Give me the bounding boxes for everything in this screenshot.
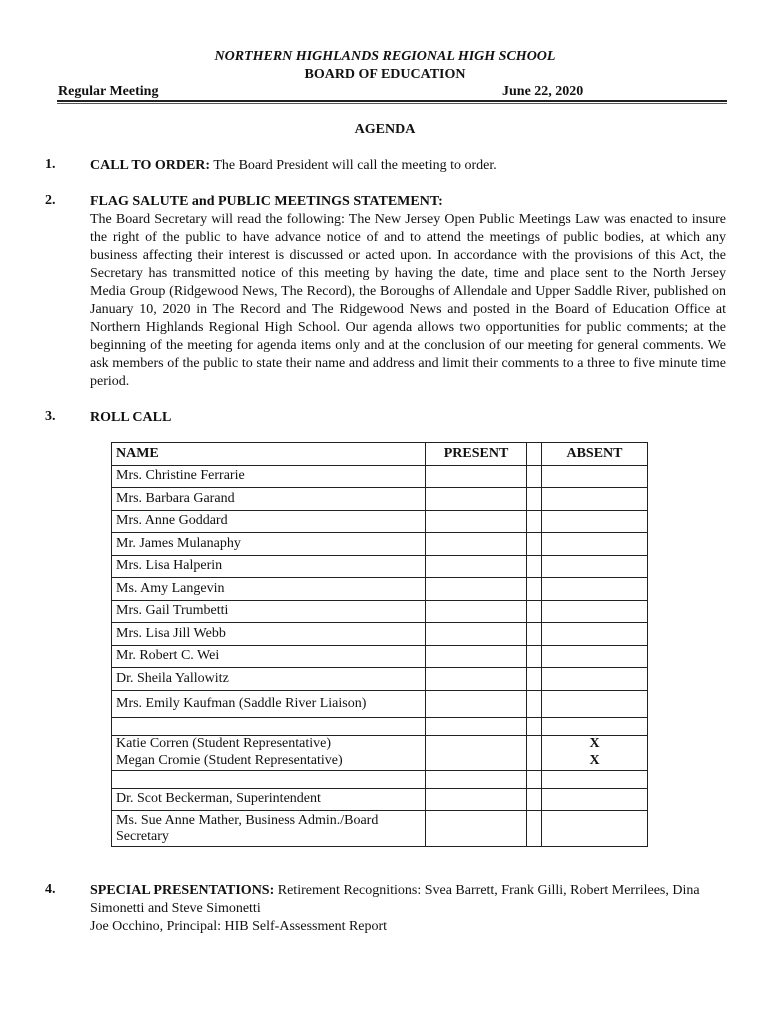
table-row [112,623,648,646]
table-row [112,578,648,601]
table-row [112,533,648,556]
table-row [112,753,648,771]
roll-call-table [111,442,648,847]
spacer-cell [527,623,542,646]
spacer-cell [527,668,542,691]
blank-cell [112,770,426,788]
member-name: Mrs. Emily Kaufman (Saddle River Liaison) [112,690,426,717]
table-row [112,735,648,753]
header-rule [57,100,727,104]
member-name: Mrs. Christine Ferrarie [112,465,426,488]
member-name: Mrs. Gail Trumbetti [112,600,426,623]
table-row-blank [112,770,648,788]
agenda-item-flag-salute [90,193,726,391]
spacer-cell [527,533,542,556]
agenda-item-roll-call [90,409,726,427]
absent-header: ABSENT [542,443,648,466]
present-cell [426,717,527,735]
spacer-cell [527,811,542,847]
table-header-row [112,443,648,466]
table-row [112,510,648,533]
absent-cell [542,645,648,668]
absent-cell [542,668,648,691]
table-row [112,645,648,668]
spacer-cell [527,753,542,771]
spacer-cell [527,770,542,788]
member-name: Mrs. Lisa Jill Webb [112,623,426,646]
spacer-cell [527,465,542,488]
absent-cell [542,510,648,533]
present-cell [426,788,527,811]
item-heading: CALL TO ORDER: [90,158,211,173]
present-cell [426,555,527,578]
item-text: The Board Secretary will read the following: The New Jersey Open Public Meetings Law was enacted to insure the right of the public to have advance notice of and to attend the meetings of public bodies, at which any business affecting their interest is discussed or acted upon. In accordance with the provisions of this Act, the Secretary has transmitted notice of this meeting by having the date, time and place sent to the North Jersey Media Group (Ridgewood News, The Record), the Boroughs of Allendale and Upper Saddle River, published on January 10, 2020 in The Record and The Ridgewood News and posted in the Board of Education Office at Northern Highlands Regional High School. Our agenda allows two opportunities for public comments; at the beginning of the meeting for agenda items only and at the conclusion of our meeting for general comments. We ask members of the public to state their name and address and limit their comments to a three to five minute time period. [90,212,726,389]
spacer-cell [527,645,542,668]
absent-cell [542,788,648,811]
item-number: 3. [45,409,56,424]
absent-mark: X [542,753,648,771]
present-cell [426,578,527,601]
present-cell [426,811,527,847]
item-number: 2. [45,193,56,208]
spacer-cell [527,690,542,717]
present-cell [426,770,527,788]
table-row-blank [112,717,648,735]
table-row [112,811,648,847]
student-name: Katie Corren (Student Representative) [112,735,426,753]
school-name: NORTHERN HIGHLANDS REGIONAL HIGH SCHOOL [214,49,556,64]
student-name: Megan Cromie (Student Representative) [112,753,426,771]
member-name: Mr. James Mulanaphy [112,533,426,556]
present-cell [426,533,527,556]
present-cell [426,623,527,646]
absent-cell [542,600,648,623]
spacer-cell [527,578,542,601]
spacer-cell [527,510,542,533]
item-heading: FLAG SALUTE and PUBLIC MEETINGS STATEMENT: [90,194,443,209]
absent-cell [542,690,648,717]
present-cell [426,753,527,771]
agenda-item-call-to-order [90,157,726,175]
staff-name: Dr. Scot Beckerman, Superintendent [112,788,426,811]
item-text: The Board President will call the meeting to order. [210,158,497,173]
table-row [112,555,648,578]
present-cell [426,735,527,753]
meeting-type: Regular Meeting [58,84,159,99]
member-name: Mrs. Barbara Garand [112,488,426,511]
staff-name: Ms. Sue Anne Mather, Business Admin./Board Secretary [112,811,426,847]
absent-cell [542,811,648,847]
spacer-cell [527,717,542,735]
table-row [112,488,648,511]
present-cell [426,645,527,668]
absent-cell [542,555,648,578]
table-row [112,465,648,488]
item-number: 1. [45,157,56,172]
spacer-cell [527,555,542,578]
table-row [112,600,648,623]
absent-cell [542,578,648,601]
table-row [112,690,648,717]
spacer-cell [527,443,542,466]
absent-cell [542,623,648,646]
table-row [112,788,648,811]
blank-cell [112,717,426,735]
table-row [112,668,648,691]
present-cell [426,488,527,511]
absent-cell [542,717,648,735]
spacer-cell [527,788,542,811]
item-number: 4. [45,882,56,897]
meeting-date: June 22, 2020 [502,84,584,99]
present-header: PRESENT [426,443,527,466]
agenda-title: AGENDA [354,122,416,137]
item-heading: ROLL CALL [90,410,172,425]
name-header: NAME [112,443,426,466]
board-name: BOARD OF EDUCATION [304,67,466,82]
agenda-item-special-presentations [90,882,726,936]
absent-cell [542,533,648,556]
absent-cell [542,465,648,488]
item-text: Retirement Recognitions: Svea Barrett, Frank Gilli, Robert Merrilees, Dina Simonetti and Steve Simonetti [90,883,700,916]
present-cell [426,510,527,533]
member-name: Dr. Sheila Yallowitz [112,668,426,691]
member-name: Mrs. Lisa Halperin [112,555,426,578]
member-name: Ms. Amy Langevin [112,578,426,601]
item-text-line2: Joe Occhino, Principal: HIB Self-Assessment Report [90,919,388,934]
present-cell [426,600,527,623]
present-cell [426,465,527,488]
item-heading: SPECIAL PRESENTATIONS: [90,883,275,898]
spacer-cell [527,600,542,623]
member-name: Mr. Robert C. Wei [112,645,426,668]
absent-cell [542,770,648,788]
present-cell [426,690,527,717]
spacer-cell [527,488,542,511]
member-name: Mrs. Anne Goddard [112,510,426,533]
absent-cell [542,488,648,511]
absent-mark: X [542,735,648,753]
present-cell [426,668,527,691]
spacer-cell [527,735,542,753]
